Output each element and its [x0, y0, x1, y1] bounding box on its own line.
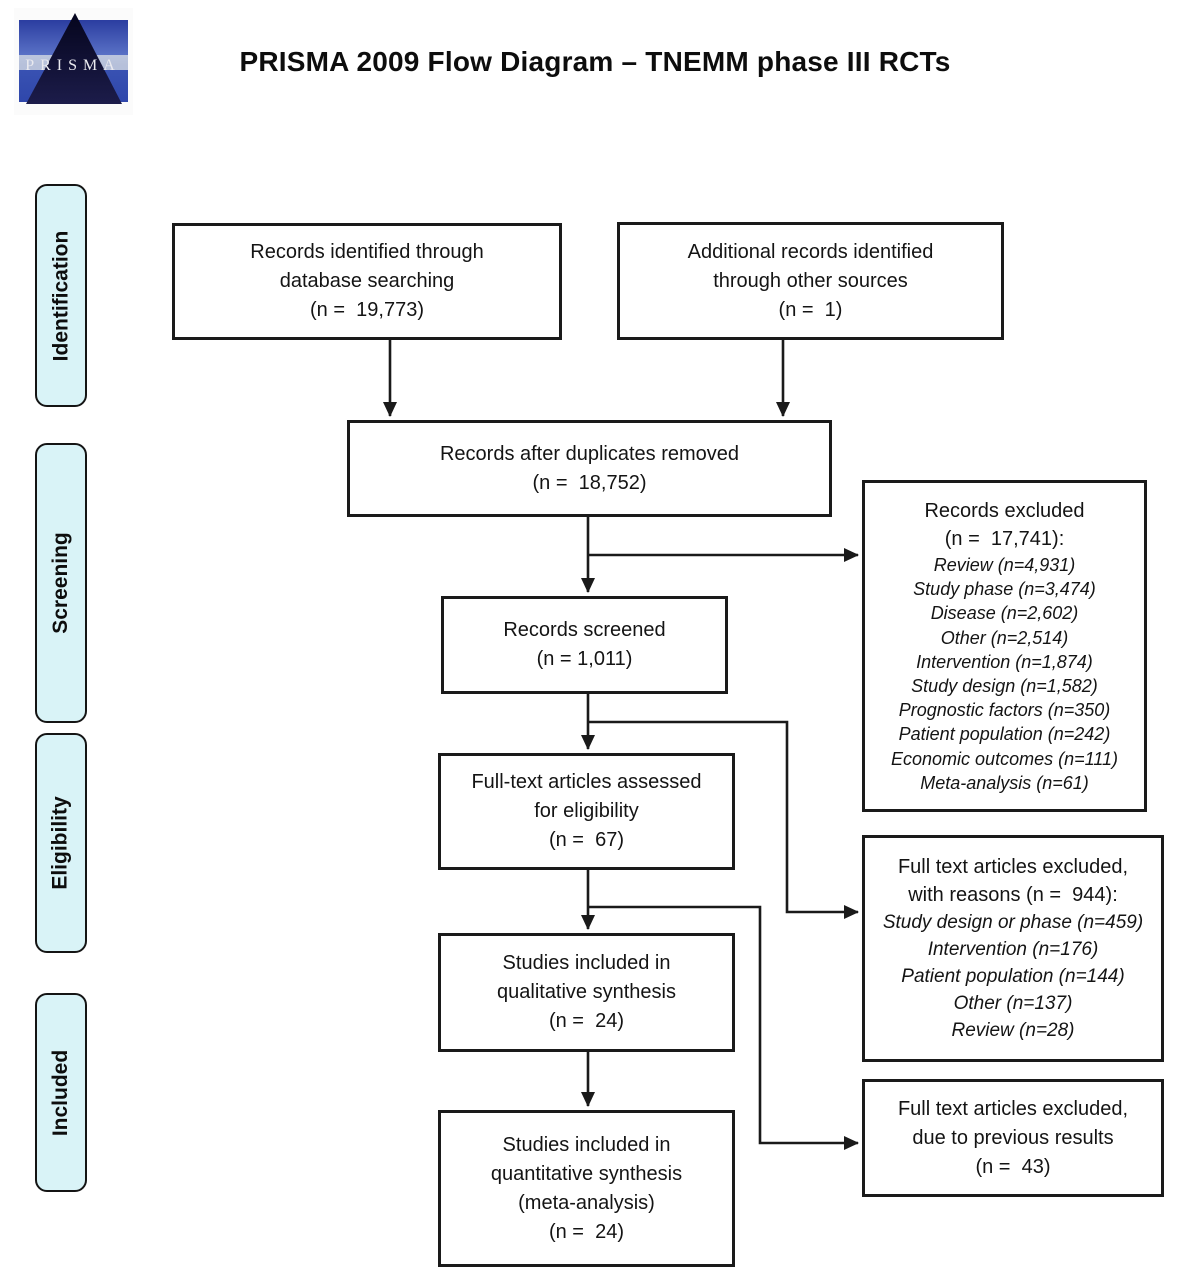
box-quantitative-synthesis: [438, 1110, 735, 1267]
stage-label: Screening: [49, 532, 73, 634]
box-text-line: due to previous results: [912, 1126, 1114, 1149]
box-text-line: Studies included in: [502, 952, 671, 974]
box-text-line: for eligibility: [534, 800, 639, 822]
box-records-excluded: [862, 480, 1147, 812]
box-text-line: (n = 18,752): [532, 471, 647, 494]
box-previous-excluded: [862, 1079, 1164, 1197]
stage-identification: [35, 184, 87, 407]
page-title: PRISMA 2009 Flow Diagram – TNEMM phase III RCTs: [239, 46, 951, 77]
box-text-line: Full-text articles assessed: [471, 771, 702, 793]
box-qualitative-synthesis: [438, 933, 735, 1052]
box-fulltext-excluded: [862, 835, 1164, 1062]
box-text-line: Full text articles excluded,: [897, 856, 1129, 878]
box-duplicates-removed: [347, 420, 832, 517]
exclusion-reason: Prognostic factors (n=350): [898, 700, 1111, 721]
logo-text: PRISMA: [25, 57, 121, 74]
box-text-line: through other sources: [713, 269, 908, 292]
box-fulltext-assessed: [438, 753, 735, 870]
exclusion-reason: Other (n=2,514): [940, 627, 1069, 648]
box-text-line: (n = 1): [778, 298, 843, 321]
exclusion-reason: Meta-analysis (n=61): [920, 772, 1089, 793]
box-text-line: Additional records identified: [687, 240, 934, 263]
box-text-line: (meta-analysis): [518, 1191, 655, 1214]
box-records-screened: [441, 596, 728, 694]
box-text-line: (n = 43): [975, 1155, 1051, 1178]
box-text-line: quantitative synthesis: [490, 1162, 683, 1185]
box-text-line: (n = 1,011): [536, 648, 633, 670]
box-text-line: (n = 17,741):: [944, 527, 1065, 550]
box-text-line: Full text articles excluded,: [897, 1097, 1129, 1120]
box-text-line: Records identified through: [250, 241, 484, 263]
exclusion-reason: Economic outcomes (n=111): [891, 748, 1118, 769]
box-text-line: Records screened: [503, 619, 666, 641]
box-text-line: database searching: [279, 270, 455, 292]
box-text-line: (n = 24): [548, 1220, 625, 1243]
box-text-line: with reasons (n = 944):: [908, 884, 1118, 906]
exclusion-reason: Study phase (n=3,474): [913, 579, 1096, 600]
box-records-identified: [172, 223, 562, 340]
exclusion-reason: Study design (n=1,582): [911, 676, 1098, 696]
exclusion-reason-list: [883, 909, 1143, 1044]
box-text-line: qualitative synthesis: [497, 981, 676, 1003]
box-text-line: Records after duplicates removed: [439, 442, 740, 465]
exclusion-reason: Review (n=4,931): [933, 554, 1076, 575]
stage-eligibility: [35, 733, 87, 953]
box-text-line: Studies included in: [502, 1133, 671, 1156]
box-additional-records: [617, 222, 1004, 340]
exclusion-reason: Review (n=28): [951, 1020, 1075, 1041]
exclusion-reason: Intervention (n=176): [927, 939, 1099, 960]
stage-label: Eligibility: [49, 796, 72, 890]
box-text-line: (n = 67): [548, 829, 625, 851]
stage-label: Included: [49, 1049, 72, 1136]
exclusion-reason: Disease (n=2,602): [930, 603, 1079, 624]
prisma-logo: [14, 8, 133, 115]
stage-screening: [35, 443, 87, 723]
box-text-line: (n = 24): [548, 1010, 625, 1032]
exclusion-reason: Patient population (n=242): [898, 724, 1111, 745]
box-text-line: (n = 19,773): [310, 299, 424, 321]
stage-label: Identification: [49, 230, 73, 361]
exclusion-reason: Study design or phase (n=459): [882, 912, 1144, 933]
stage-included: [35, 993, 87, 1192]
exclusion-reason: Other (n=137): [953, 993, 1073, 1014]
exclusion-reason: Intervention (n=1,874): [916, 651, 1093, 672]
box-text-line: Records excluded: [924, 499, 1085, 522]
exclusion-reason-list: [891, 553, 1118, 795]
exclusion-reason: Patient population (n=144): [901, 966, 1125, 987]
